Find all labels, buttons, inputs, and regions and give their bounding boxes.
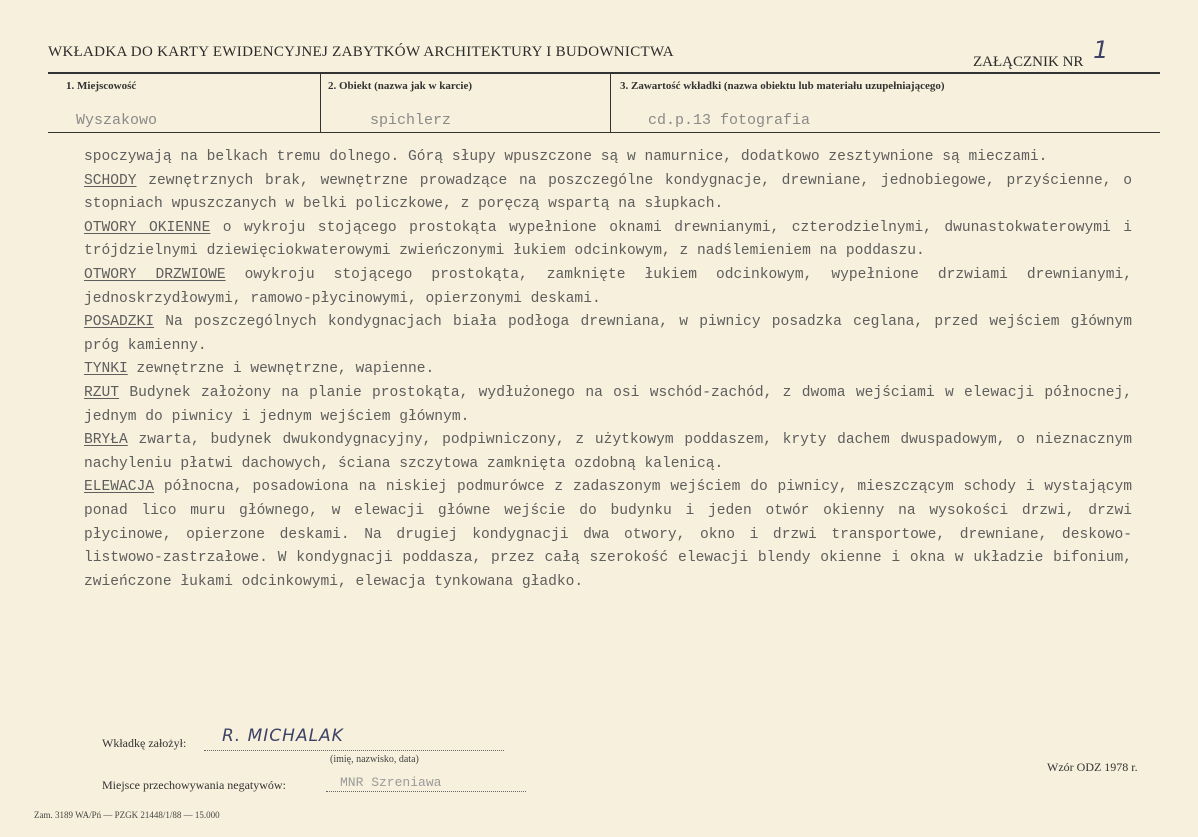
header-rule-top bbox=[48, 72, 1160, 74]
text-windows: o wykroju stojącego prostokąta wypełnione oknami drewnianymi, czterodzielnymi, dwunastokwaterowymi i trójdzielnymi dziewięciokwaterowymi zwieńczonymi łukiem odcinkowym, z nadślemieniem na poddaszu. bbox=[84, 219, 1132, 260]
author-signature: R. MICHALAK bbox=[222, 726, 344, 746]
author-dotline bbox=[204, 750, 504, 751]
print-info: Zam. 3189 WA/Pń — PZGK 21448/1/88 — 15.000 bbox=[34, 810, 220, 820]
heading-floors: POSADZKI bbox=[84, 314, 155, 331]
form-title: WKŁADKA DO KARTY EWIDENCYJNEJ ZABYTKÓW ARCHITEKTURY I BUDOWNICTWA bbox=[48, 44, 674, 60]
paragraph-elevation bbox=[84, 476, 1132, 594]
attachment-label bbox=[973, 36, 1109, 72]
text-floors: Na poszczególnych kondygnacjach biała podłoga drewniana, w piwnicy posadzka ceglana, przed wejściem głównym próg kamienny. bbox=[84, 314, 1132, 354]
storage-value: MNR Szreniawa bbox=[340, 775, 442, 790]
heading-elevation: ELEWACJA bbox=[84, 479, 155, 496]
attachment-number: 1 bbox=[1093, 36, 1109, 64]
paragraph-plaster bbox=[84, 358, 1132, 382]
object-value: spichlerz bbox=[370, 112, 452, 129]
heading-plaster: TYNKI bbox=[84, 361, 128, 378]
paragraph-stairs bbox=[84, 170, 1132, 217]
locality-label: 1. Miejscowość bbox=[66, 80, 137, 92]
description-body bbox=[84, 146, 1132, 594]
text-plaster: zewnętrzne i wewnętrzne, wapienne. bbox=[127, 361, 435, 378]
text-elevation: północna, posadowiona na niskiej podmurówce z zadaszonym wejściem do piwnicy, mieszczącym schody i wystającym ponad lico muru głównego, w elewacji główne wejście do budynku i jeden otwór okienny na wysokości drzwi, drzwi płycinowe, opierzone deskami. Na drugiej kondygnacji dwa otwory, okno i drzwi transportowe, drewniane, deskowo-listwowo-zastrzałowe. W kondygnacji poddasza, przez całą szerokość elewacji blendy okienne i okna w układzie bifonium, zwieńczone łukami odcinkowymi, elewacja tynkowana gładko. bbox=[84, 479, 1132, 590]
locality-value: Wyszakowo bbox=[76, 112, 158, 129]
form-model: Wzór ODZ 1978 r. bbox=[1047, 760, 1138, 774]
author-label: Wkładkę założył: bbox=[102, 736, 187, 750]
content-value: cd.p.13 fotografia bbox=[648, 112, 811, 129]
text-plan: Budynek założony na planie prostokąta, wydłużonego na osi wschód-zachód, z dwoma wejściami w elewacji północnej, jednym do piwnicy i jednym wejściem głównym. bbox=[84, 384, 1132, 425]
storage-label: Miejsce przechowywania negatywów: bbox=[102, 778, 286, 792]
paragraph-floors bbox=[84, 311, 1132, 358]
text-massing: zwarta, budynek dwukondygnacyjny, podpiwniczony, z użytkowym poddaszem, kryty dachem dwuspadowym, o nieznacznym nachyleniu płatwi dachowych, ściana szczytowa zamknięta ozdobną kalenicą. bbox=[84, 432, 1132, 472]
field-divider-1 bbox=[320, 74, 321, 132]
heading-massing: BRYŁA bbox=[84, 432, 128, 449]
paragraph-windows bbox=[84, 217, 1132, 264]
storage-dotline bbox=[326, 791, 526, 792]
text-doors: owykroju stojącego prostokąta, zamknięte łukiem odcinkowym, wypełnione drzwiami drewnianymi, jednoskrzydłowymi, ramowo-płycinowymi, opierzonymi deskami. bbox=[84, 266, 1132, 307]
heading-plan: RZUT bbox=[84, 384, 120, 401]
object-label: 2. Obiekt (nazwa jak w karcie) bbox=[328, 80, 473, 92]
header-rule-bottom bbox=[48, 132, 1160, 133]
paragraph-plan bbox=[84, 382, 1132, 429]
paragraph-massing bbox=[84, 429, 1132, 476]
text-stairs: zewnętrznych brak, wewnętrzne prowadzące na poszczególne kondygnacje, drewniane, jednobiegowe, przyścienne, o stopniach wpuszczanych w belki policzkowe, z poręczą wspartą na słupkach. bbox=[84, 172, 1132, 213]
paragraph-doors bbox=[84, 264, 1132, 311]
heading-doors: OTWORY DRZWIOWE bbox=[84, 266, 226, 283]
paragraph-continuation: spoczywają na belkach tremu dolnego. Górą słupy wpuszczone są w namurnice, dodatkowo zesztywnione są mieczami. bbox=[84, 149, 1048, 165]
heading-windows: OTWORY OKIENNE bbox=[84, 219, 211, 236]
field-divider-2 bbox=[610, 74, 611, 132]
attachment-label-text: ZAŁĄCZNIK NR bbox=[973, 54, 1084, 70]
content-label: 3. Zawartość wkładki (nazwa obiektu lub materiału uzupełniającego) bbox=[620, 80, 945, 92]
heading-stairs: SCHODY bbox=[84, 172, 137, 189]
author-hint: (imię, nazwisko, data) bbox=[330, 754, 419, 765]
